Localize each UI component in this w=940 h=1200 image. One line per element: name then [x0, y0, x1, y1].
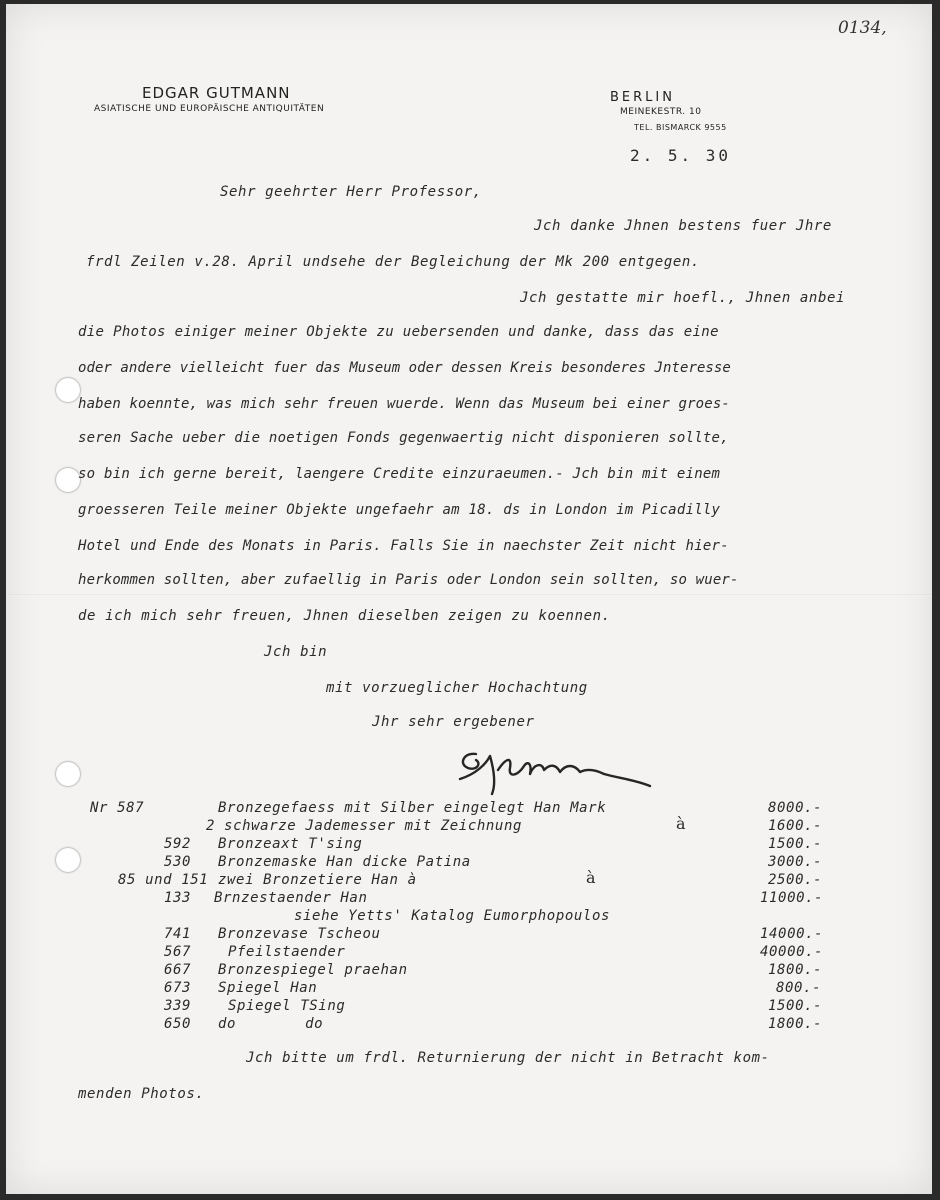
body-line: die Photos einiger meiner Objekte zu uebersenden und danke, dass das eine	[78, 324, 719, 340]
item-price: 14000.-	[760, 926, 824, 942]
item-price: 1800.-	[768, 1016, 823, 1032]
item-price: 40000.-	[760, 944, 824, 960]
body-line: so bin ich gerne bereit, laengere Credite einzuraeumen.- Jch bin mit einem	[78, 466, 721, 482]
body-line: de ich mich sehr freuen, Jhnen dieselben zeigen zu koennen.	[78, 608, 611, 624]
body-line: seren Sache ueber die noetigen Fonds gegenwaertig nicht disponieren sollte,	[78, 430, 729, 446]
item-number: 567	[164, 944, 192, 960]
item-mark: à	[676, 814, 687, 833]
item-description: Spiegel Han	[218, 980, 318, 996]
punch-hole	[56, 762, 80, 786]
item-description: Pfeilstaender	[228, 944, 346, 960]
item-price: 1600.-	[768, 818, 823, 834]
item-number: 650	[164, 1016, 192, 1032]
body-line: groesseren Teile meiner Objekte ungefaehr am 18. ds in London im Picadilly	[78, 502, 721, 518]
item-price: 800.-	[776, 980, 822, 996]
item-number: 530	[164, 854, 192, 870]
item-price: 2500.-	[768, 872, 823, 888]
letter-page	[6, 4, 932, 1194]
body-line: herkommen sollten, aber zufaellig in Paris oder London sein sollten, so wuer-	[78, 572, 739, 588]
item-number: 741	[164, 926, 192, 942]
item-mark: à	[586, 868, 597, 887]
closing-line: Jch bin	[264, 644, 328, 660]
paper-fold	[6, 594, 932, 596]
item-number: 673	[164, 980, 192, 996]
item-number: 339	[164, 998, 192, 1014]
body-line: Jch danke Jhnen bestens fuer Jhre	[534, 218, 832, 234]
item-number: 133	[164, 890, 192, 906]
item-number: 667	[164, 962, 192, 978]
item-price: 1800.-	[768, 962, 823, 978]
body-line: oder andere vielleicht fuer das Museum oder dessen Kreis besonderes Jnteresse	[78, 360, 731, 376]
item-price: 1500.-	[768, 836, 823, 852]
item-description: 2 schwarze Jademesser mit Zeichnung	[206, 818, 523, 834]
footer-line: Jch bitte um frdl. Returnierung der nicht in Betracht kom-	[246, 1050, 770, 1066]
item-description: do do	[218, 1016, 324, 1032]
punch-hole	[56, 378, 80, 402]
item-description: Bronzegefaess mit Silber eingelegt Han Mark	[218, 800, 607, 816]
closing-line: mit vorzueglicher Hochachtung	[326, 680, 588, 696]
letterhead-subtitle: ASIATISCHE UND EUROPÄISCHE ANTIQUITÄTEN	[94, 104, 325, 114]
item-number: 85 und 151	[118, 872, 209, 888]
letterhead-telephone: TEL. BISMARCK 9555	[634, 123, 727, 132]
salutation: Sehr geehrter Herr Professor,	[220, 184, 482, 200]
item-description: Bronzemaske Han dicke Patina	[218, 854, 471, 870]
body-line: frdl Zeilen v.28. April undsehe der Begleichung der Mk 200 entgegen.	[86, 254, 700, 270]
body-line: Hotel und Ende des Monats in Paris. Falls Sie in naechster Zeit nicht hier-	[78, 538, 729, 554]
body-line: haben koennte, was mich sehr freuen wuerde. Wenn das Museum bei einer groes-	[78, 396, 730, 412]
item-number: Nr 587	[90, 800, 145, 816]
letterhead-city: BERLIN	[610, 90, 675, 105]
body-line: Jch gestatte mir hoefl., Jhnen anbei	[520, 290, 846, 306]
archive-number: 0134,	[838, 18, 887, 38]
item-description: Brnzestaender Han	[214, 890, 368, 906]
item-price: 8000.-	[768, 800, 823, 816]
item-description: Spiegel TSing	[228, 998, 346, 1014]
punch-hole	[56, 848, 80, 872]
item-price: 1500.-	[768, 998, 823, 1014]
letterhead-street: MEINEKESTR. 10	[620, 107, 702, 117]
item-number: 592	[164, 836, 192, 852]
letterhead-name: EDGAR GUTMANN	[142, 84, 291, 102]
signature-icon	[446, 734, 656, 804]
item-description: Bronzespiegel praehan	[218, 962, 408, 978]
footer-line: menden Photos.	[78, 1086, 205, 1102]
letter-date: 2. 5. 30	[630, 146, 732, 165]
item-description: siehe Yetts' Katalog Eumorphopoulos	[294, 908, 611, 924]
item-price: 3000.-	[768, 854, 823, 870]
punch-hole	[56, 468, 80, 492]
closing-line: Jhr sehr ergebener	[372, 714, 535, 730]
item-description: zwei Bronzetiere Han à	[218, 872, 417, 888]
item-price: 11000.-	[760, 890, 824, 906]
item-description: Bronzevase Tscheou	[218, 926, 381, 942]
item-description: Bronzeaxt T'sing	[218, 836, 363, 852]
